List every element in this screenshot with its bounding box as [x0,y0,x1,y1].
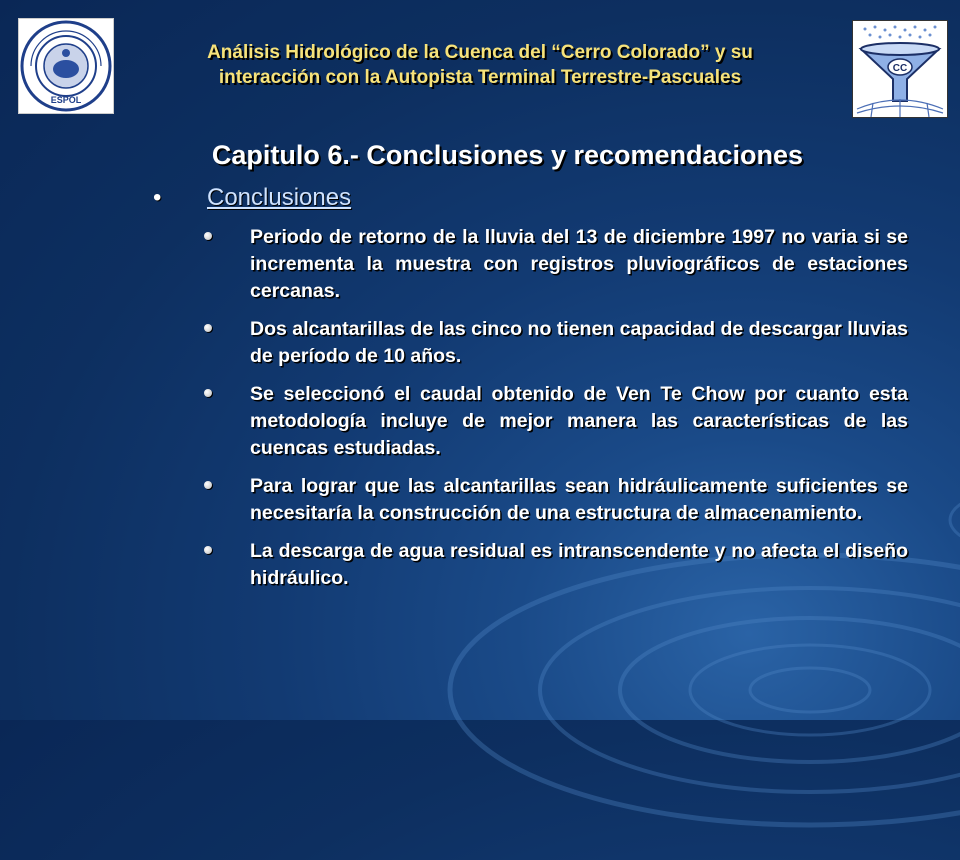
section-bullet: • [153,184,162,211]
list-item [198,381,908,462]
list-item-text: La descarga de agua residual es intranscendente y no afecta el diseño hidráulico. [250,540,908,589]
bullet-icon [204,324,212,332]
bullet-icon [204,389,212,397]
list-item-text: Para lograr que las alcantarillas sean hidráulicamente suficientes se necesitaría la construcción de una estructura de almacenamiento. [250,475,908,524]
header-line-2: interacción con la Autopista Terminal Terrestre-Pascuales [218,67,742,88]
list-item [198,473,908,527]
list-item-text: Dos alcantarillas de las cinco no tienen capacidad de descargar lluvias de período de 10 años. [250,318,908,367]
conclusion-list [198,224,908,603]
list-item-text: Se seleccionó el caudal obtenido de Ven Te Chow por cuanto esta metodología incluye de mejor manera las características de las cuencas estudiadas. [250,383,908,459]
espol-seal-logo [18,18,114,114]
bullet-icon [204,232,212,240]
list-item [198,224,908,305]
section-heading [153,184,351,212]
seal-name-text: ESPOL [50,95,82,105]
bullet-icon [204,481,212,489]
funnel-logo [852,20,948,118]
presentation-header [120,40,840,90]
list-item [198,538,908,592]
header-line-1: Análisis Hidrológico de la Cuenca del “Cerro Colorado” y su [207,42,753,63]
list-item [198,316,908,370]
slide-title: Capitulo 6.- Conclusiones y recomendaciones [211,140,804,170]
logo-initials: CC [892,63,908,74]
list-item-text: Periodo de retorno de la lluvia del 13 de diciembre 1997 no varia si se incrementa la muestra con registros pluviográficos de estaciones cercanas. [250,226,908,302]
conclusiones-link[interactable]: Conclusiones [207,184,352,211]
bullet-icon [204,546,212,554]
